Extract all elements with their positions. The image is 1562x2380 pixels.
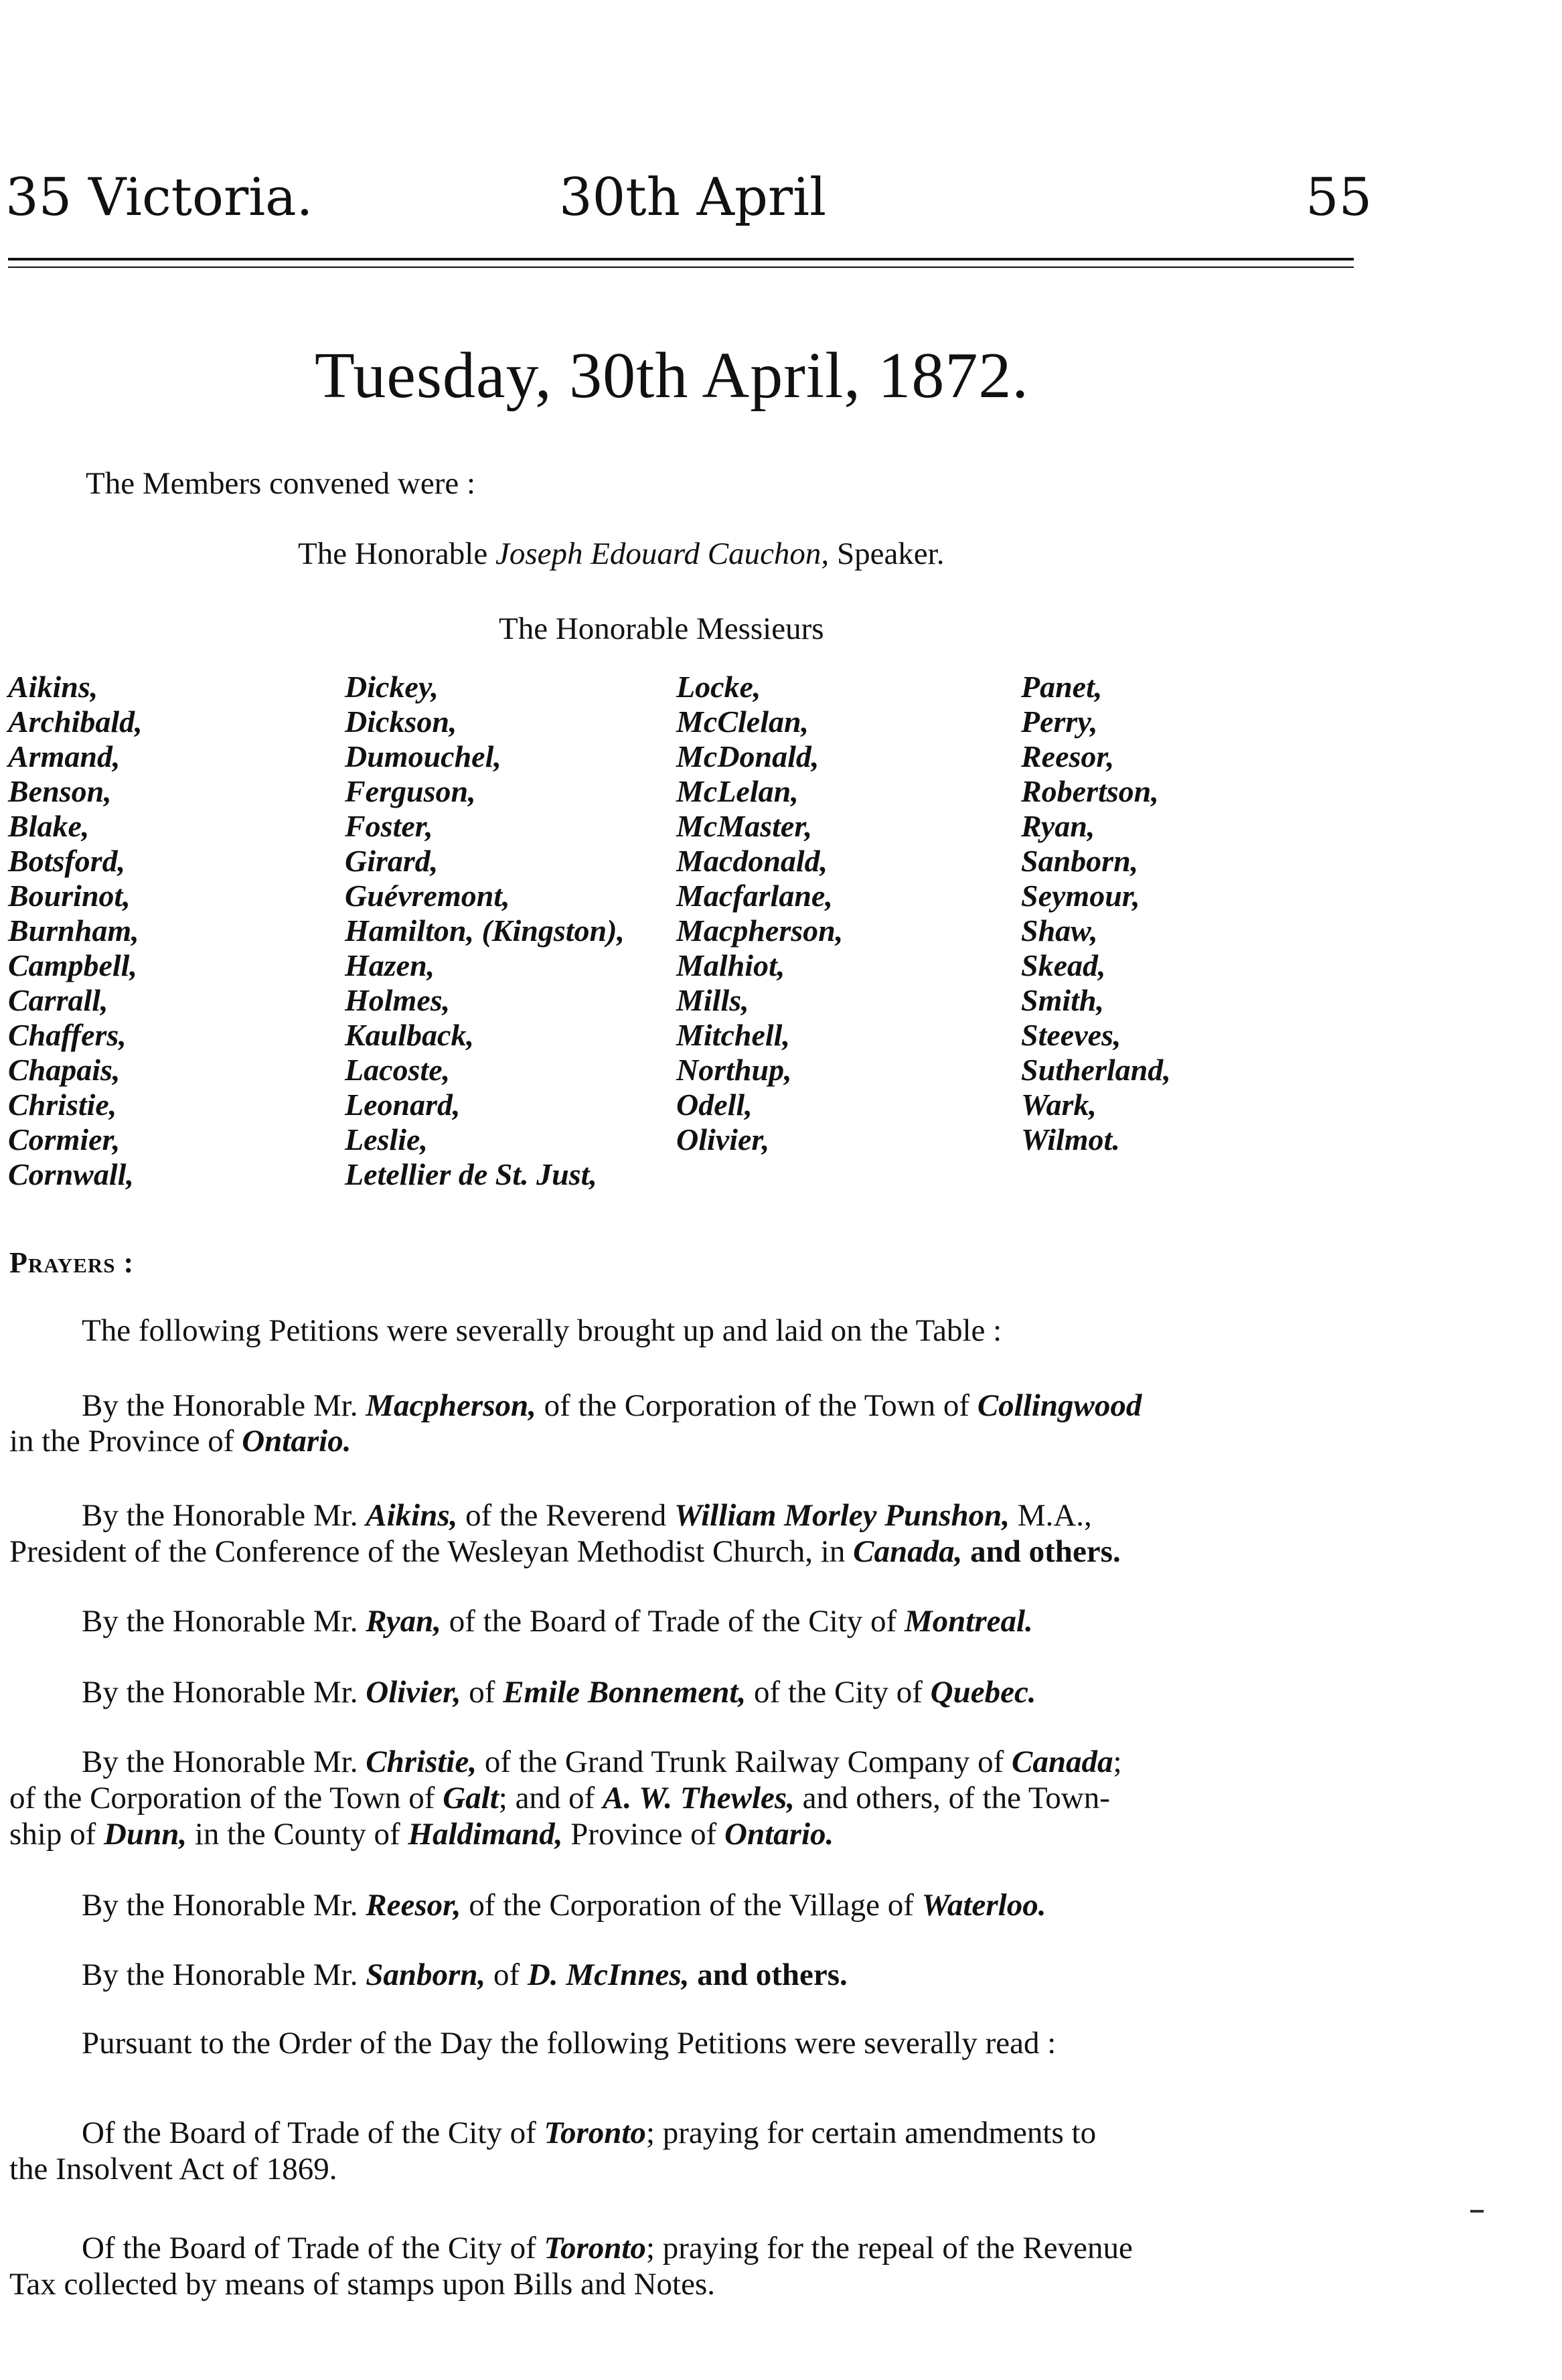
petition-4 xyxy=(82,1674,1036,1710)
member-name: Macdonald, xyxy=(676,844,828,878)
header-rule xyxy=(8,258,1354,261)
member-name: Lacoste, xyxy=(345,1053,451,1087)
petition-2-line-1 xyxy=(82,1497,1092,1534)
petition-7 xyxy=(82,1957,848,1993)
petition-text: in the Province of xyxy=(9,1424,234,1459)
member-name: Benson, xyxy=(8,774,112,808)
petition-text: of the Corporation of the Town of xyxy=(544,1388,970,1423)
member-name: McLelan, xyxy=(676,774,799,808)
petition-member: Ryan, xyxy=(366,1604,441,1639)
petition-text: of the Reverend xyxy=(465,1498,667,1533)
petition-place: Canada, xyxy=(853,1534,963,1569)
petition-text: and others. xyxy=(697,1957,848,1992)
member-name: Dumouchel, xyxy=(345,739,501,773)
petition-5-line-3 xyxy=(9,1816,834,1852)
petition-text: of the City of xyxy=(753,1675,923,1710)
member-name: Hazen, xyxy=(345,948,435,982)
member-name: Seymour, xyxy=(1021,879,1140,913)
member-name: Kaulback, xyxy=(345,1018,474,1052)
petition-text: ; praying for certain amendments to xyxy=(645,2115,1097,2150)
petition-3 xyxy=(82,1603,1033,1639)
member-name: Holmes, xyxy=(345,983,451,1017)
petition-member: Macpherson, xyxy=(366,1388,536,1423)
petition-text: By the Honorable Mr. xyxy=(82,1675,358,1710)
margin-mark xyxy=(1470,2210,1484,2213)
petition-text: By the Honorable Mr. xyxy=(82,1388,358,1423)
member-name: Cormier, xyxy=(8,1122,121,1157)
member-name: Sutherland, xyxy=(1021,1053,1171,1087)
member-name: Botsford, xyxy=(8,844,126,878)
petition-member: Aikins, xyxy=(366,1498,458,1533)
member-name: Smith, xyxy=(1021,983,1105,1017)
petition-6 xyxy=(82,1887,1046,1923)
petitioner-name: Emile Bonnement, xyxy=(503,1675,747,1710)
member-name: Locke, xyxy=(676,670,761,704)
petition-text: of the Grand Trunk Railway Company of xyxy=(484,1744,1004,1779)
member-name: Dickey, xyxy=(345,670,439,704)
member-name: Hamilton, (Kingston), xyxy=(345,913,625,948)
petitioner-name: D. McInnes, xyxy=(527,1957,690,1992)
members-column-2 xyxy=(345,670,625,1192)
petition-place: Toronto xyxy=(544,2115,646,2150)
member-name: Campbell, xyxy=(8,948,137,982)
petition-text: ship of xyxy=(9,1817,96,1852)
member-name: Letellier de St. Just, xyxy=(345,1157,597,1191)
petition-5-line-1 xyxy=(82,1744,1122,1780)
members-intro: The Members convened were : xyxy=(86,466,476,501)
read-petition-2-line-2: Tax collected by means of stamps upon Bills and Notes. xyxy=(9,2267,716,2302)
petition-2-line-2 xyxy=(9,1534,1121,1570)
member-name: Mitchell, xyxy=(676,1018,790,1052)
running-head-date: 30th April xyxy=(559,167,827,228)
petition-text: President of the Conference of the Wesleyan Methodist Church, in xyxy=(9,1534,846,1569)
member-name: McMaster, xyxy=(676,809,813,843)
petition-1-line-2 xyxy=(9,1423,351,1459)
member-name: Ryan, xyxy=(1021,809,1095,843)
member-name: McClelan, xyxy=(676,704,809,739)
petition-place: Haldimand, xyxy=(408,1817,563,1852)
speaker-prefix: The Honorable xyxy=(298,536,488,571)
petition-text: Province of xyxy=(570,1817,717,1852)
member-name: Chapais, xyxy=(8,1053,121,1087)
member-name: Wilmot. xyxy=(1021,1122,1120,1157)
header-rule-thin xyxy=(8,267,1354,268)
petition-member: Sanborn, xyxy=(366,1957,486,1992)
member-name: Panet, xyxy=(1021,670,1103,704)
petition-text: and others. xyxy=(970,1534,1121,1569)
petition-text: By the Honorable Mr. xyxy=(82,1888,358,1923)
member-name: Blake, xyxy=(8,809,90,843)
member-name: Leonard, xyxy=(345,1088,461,1122)
petition-text: Of the Board of Trade of the City of xyxy=(82,2231,536,2265)
members-column-3 xyxy=(676,670,843,1157)
member-name: Odell, xyxy=(676,1088,753,1122)
page-number: 55 xyxy=(1306,167,1373,228)
petition-text: By the Honorable Mr. xyxy=(82,1604,358,1639)
petition-place: Canada xyxy=(1012,1744,1113,1779)
member-name: Girard, xyxy=(345,844,439,878)
petition-place: Montreal. xyxy=(904,1604,1033,1639)
petition-text: ; and of xyxy=(498,1781,595,1815)
petition-text: of the Corporation of the Town of xyxy=(9,1781,435,1815)
petition-text: and others, of the Town- xyxy=(802,1781,1110,1815)
speaker-line xyxy=(298,536,944,572)
member-name: Burnham, xyxy=(8,913,139,948)
petition-text: in the County of xyxy=(194,1817,400,1852)
read-petition-1-line-2: the Insolvent Act of 1869. xyxy=(9,2152,337,2186)
petition-text: of the Board of Trade of the City of xyxy=(449,1604,897,1639)
read-petition-1-line-1 xyxy=(82,2115,1096,2151)
member-name: Archibald, xyxy=(8,704,143,739)
member-name: Cornwall, xyxy=(8,1157,134,1191)
petition-5-line-2 xyxy=(9,1780,1110,1816)
member-name: Shaw, xyxy=(1021,913,1098,948)
member-name: Carrall, xyxy=(8,983,108,1017)
member-name: Foster, xyxy=(345,809,433,843)
petition-text: of the Corporation of the Village of xyxy=(469,1888,914,1923)
order-of-day-intro: Pursuant to the Order of the Day the following Petitions were severally read : xyxy=(82,2026,1057,2061)
petition-place: Toronto xyxy=(544,2231,646,2265)
member-name: Aikins, xyxy=(8,670,98,704)
petition-member: Reesor, xyxy=(366,1888,461,1923)
member-name: Steeves, xyxy=(1021,1018,1121,1052)
running-head-session: 35 Victoria. xyxy=(5,167,313,228)
speaker-name: Joseph Edouard Cauchon, xyxy=(495,536,830,571)
petition-place: Ontario. xyxy=(724,1817,834,1852)
petition-place: Galt xyxy=(443,1781,499,1815)
petition-text: of xyxy=(469,1675,495,1710)
date-heading: Tuesday, 30th April, 1872. xyxy=(315,340,1029,412)
prayers-heading: Prayers : xyxy=(9,1246,135,1279)
member-name: Malhiot, xyxy=(676,948,785,982)
petition-text: M.A., xyxy=(1017,1498,1092,1533)
member-name: Macpherson, xyxy=(676,913,844,948)
member-name: Skead, xyxy=(1021,948,1106,982)
petition-place: Collingwood xyxy=(977,1388,1142,1423)
speaker-title: Speaker. xyxy=(836,536,945,571)
petition-text: By the Honorable Mr. xyxy=(82,1498,358,1533)
member-name: Chaffers, xyxy=(8,1018,127,1052)
member-name: Ferguson, xyxy=(345,774,476,808)
petition-place: Waterloo. xyxy=(921,1888,1046,1923)
member-name: Mills, xyxy=(676,983,749,1017)
petition-place: Ontario. xyxy=(242,1424,352,1459)
petition-place: Quebec. xyxy=(930,1675,1036,1710)
member-name: Robertson, xyxy=(1021,774,1159,808)
member-name: Sanborn, xyxy=(1021,844,1139,878)
member-name: Leslie, xyxy=(345,1122,428,1157)
member-name: Reesor, xyxy=(1021,739,1115,773)
member-name: Perry, xyxy=(1021,704,1098,739)
petition-place: Dunn, xyxy=(104,1817,187,1852)
member-name: Christie, xyxy=(8,1088,117,1122)
member-name: Armand, xyxy=(8,739,121,773)
member-name: Wark, xyxy=(1021,1088,1097,1122)
member-name: Dickson, xyxy=(345,704,457,739)
member-name: Olivier, xyxy=(676,1122,770,1157)
petition-text: ; praying for the repeal of the Revenue xyxy=(645,2231,1133,2265)
petition-1-line-1 xyxy=(82,1388,1142,1424)
petition-member: Olivier, xyxy=(366,1675,461,1710)
read-petition-2-line-1 xyxy=(82,2230,1133,2266)
member-name: Guévremont, xyxy=(345,879,510,913)
petition-text: ; xyxy=(1113,1744,1122,1779)
members-column-4 xyxy=(1021,670,1171,1157)
petition-text: of xyxy=(493,1957,520,1992)
petition-text: By the Honorable Mr. xyxy=(82,1957,358,1992)
petition-text: Of the Board of Trade of the City of xyxy=(82,2115,536,2150)
messieurs-heading: The Honorable Messieurs xyxy=(499,611,824,646)
petitioner-name: William Morley Punshon, xyxy=(674,1498,1010,1533)
member-name: Bourinot, xyxy=(8,879,131,913)
petitioner-name: A. W. Thewles, xyxy=(603,1781,795,1815)
member-name: Northup, xyxy=(676,1053,792,1087)
petition-text: By the Honorable Mr. xyxy=(82,1744,358,1779)
petitions-intro: The following Petitions were severally brought up and laid on the Table : xyxy=(82,1313,1002,1348)
member-name: McDonald, xyxy=(676,739,819,773)
petition-member: Christie, xyxy=(366,1744,477,1779)
members-column-1 xyxy=(8,670,143,1192)
member-name: Macfarlane, xyxy=(676,879,833,913)
